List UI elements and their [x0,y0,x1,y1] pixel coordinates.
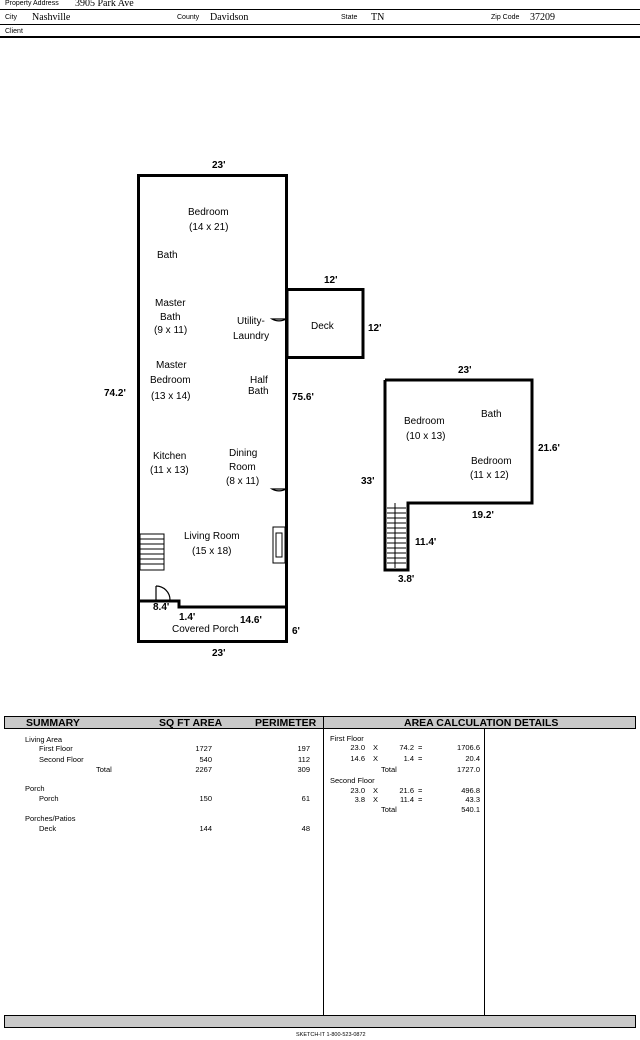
county-value: Davidson [210,12,249,23]
room-label: Bath [481,409,502,420]
area-value: 150 [199,794,212,803]
calc-eq: = [418,795,423,804]
group-label: Second Floor [330,776,375,785]
calc-op: X [373,754,379,763]
calc-a: 23.0 [350,786,365,795]
calc-op: X [373,743,379,752]
calc-a: 23.0 [350,743,365,752]
dim-label: 14.6' [240,615,262,626]
deck-label: Deck [311,321,334,332]
footer-credit: SKETCH-IT 1-800-523-0872 [296,1032,366,1038]
client-label: Client [5,28,23,35]
sqft-area-heading: SQ FT AREA [159,717,223,729]
property-address: 3905 Park Ave [75,0,134,9]
dim-label: 75.6' [292,392,314,403]
room-label: Bath [157,250,178,261]
total-label: Total [381,765,397,774]
calc-eq: = [418,754,423,763]
door-icon [272,489,286,491]
room-label: (14 x 21) [189,222,229,233]
stairs-icon [387,503,406,568]
stairs-icon [140,534,164,570]
summary-heading: SUMMARY [26,717,80,729]
dim-label: 6' [292,626,300,637]
perimeter-heading: PERIMETER [255,717,317,729]
calc-result: 496.8 [461,786,480,795]
room-label: Utility- [237,316,265,327]
row-label: Second Floor [39,755,84,764]
first-floor-outline [139,176,287,642]
room-label: Bath [248,386,269,397]
calc-result: 20.4 [465,754,480,763]
group-label: Porches/Patios [25,814,76,823]
room-label: Covered Porch [172,624,239,635]
fireplace-icon [273,527,285,563]
room-label: Bedroom [150,375,191,386]
dim-label: 23' [212,160,226,171]
room-label: Living Room [184,531,240,542]
column-divider [323,716,324,1015]
perimeter-value: 61 [301,794,310,803]
area-value: 2267 [195,765,212,774]
area-calc-heading: AREA CALCULATION DETAILS [404,717,559,729]
row-label: Deck [39,824,57,833]
second-floor-outline [385,380,532,570]
summary-header-bar [4,716,636,729]
property-address-label: Property Address [5,0,59,7]
room-label: Bath [160,312,181,323]
calc-eq: = [418,743,423,752]
room-label: Laundry [233,331,270,342]
room-label: (11 x 13) [150,465,189,476]
county-label: County [177,14,200,21]
dim-label: 74.2' [104,388,126,399]
perimeter-value: 112 [298,755,310,764]
room-label: (11 x 12) [470,470,509,481]
dim-label: 21.6' [538,443,560,454]
room-label: Bedroom [404,416,445,427]
calc-result: 43.3 [465,795,480,804]
state-value: TN [371,12,385,23]
state-label: State [341,14,358,21]
perimeter-value: 197 [297,744,310,753]
calc-b: 74.2 [399,743,414,752]
column-divider [484,729,485,1015]
city-value: Nashville [32,12,71,23]
group-label: Living Area [25,735,63,744]
room-label: Bedroom [188,207,229,218]
room-label: (8 x 11) [226,476,260,487]
dim-label: 8.4' [153,602,170,613]
room-label: Master [156,360,187,371]
dim-label: 3.8' [398,574,415,585]
calc-total: 540.1 [461,805,480,814]
dim-label: 12' [324,275,338,286]
door-icon [156,586,170,600]
room-label: (13 x 14) [151,391,191,402]
group-label: Porch [25,784,45,793]
calc-result: 1706.6 [457,743,480,752]
area-value: 540 [199,755,212,764]
zip-label: Zip Code [491,14,520,21]
room-label: (15 x 18) [192,546,232,557]
dim-label: 1.4' [179,612,196,623]
dim-label: 19.2' [472,510,494,521]
calc-op: X [373,795,379,804]
calc-b: 11.4 [399,795,414,804]
dim-label: 23' [212,648,226,659]
room-label: (10 x 13) [406,431,446,442]
area-value: 1727 [195,744,212,753]
room-label: Dining [229,448,258,459]
dim-label: 33' [361,476,375,487]
room-label: Kitchen [153,451,187,462]
group-label: First Floor [330,734,364,743]
door-icon [272,319,286,321]
city-label: City [5,14,18,21]
dim-label: 23' [458,365,472,376]
total-label: Total [96,765,112,774]
dim-label: 11.4' [415,537,437,548]
zip-value: 37209 [530,12,555,23]
perimeter-value: 48 [301,824,310,833]
calc-b: 1.4 [403,754,414,763]
dim-label: 12' [368,323,382,334]
calc-eq: = [418,786,423,795]
summary-footer-bar [4,1015,636,1028]
calc-a: 14.6 [350,754,365,763]
calc-op: X [373,786,379,795]
room-label: Bedroom [471,456,512,467]
room-label: (9 x 11) [154,325,188,336]
room-label: Room [229,462,256,473]
total-label: Total [381,805,397,814]
row-label: First Floor [39,744,73,753]
calc-b: 21.6 [399,786,414,795]
row-label: Porch [39,794,59,803]
calc-total: 1727.0 [457,765,480,774]
room-label: Master [155,298,186,309]
area-value: 144 [199,824,212,833]
room-label: Half [250,375,268,386]
perimeter-value: 309 [297,765,310,774]
calc-a: 3.8 [354,795,365,804]
